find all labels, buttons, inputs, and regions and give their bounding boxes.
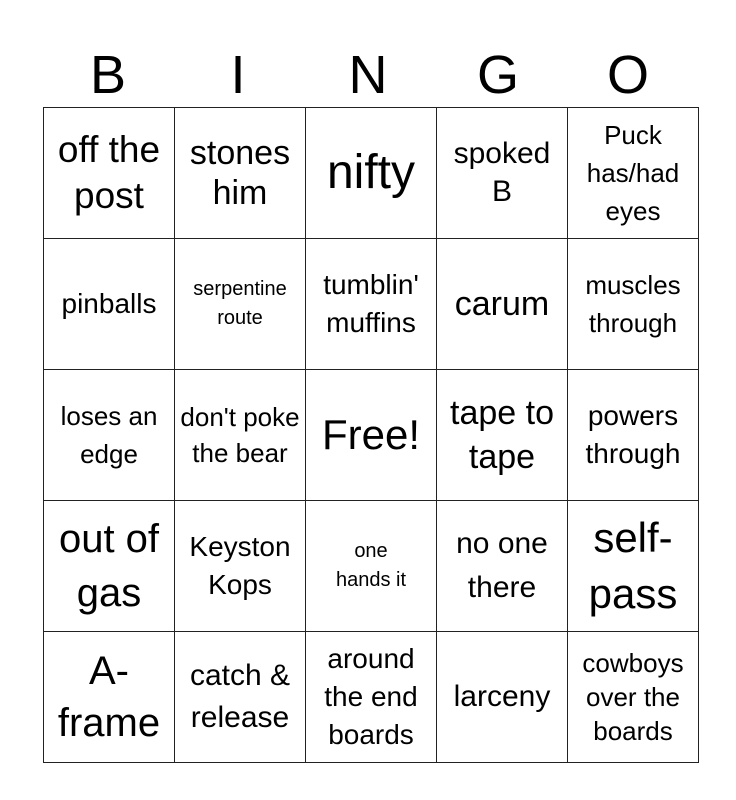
bingo-cell[interactable] [306,501,437,632]
board-row [44,108,699,239]
bingo-cell[interactable] [437,108,568,239]
bingo-cell[interactable] [44,239,175,370]
bingo-cell[interactable] [175,370,306,501]
bingo-cell[interactable] [44,632,175,763]
bingo-header [43,42,693,108]
bingo-cell[interactable] [175,108,306,239]
cell-label: pinballs [61,288,157,319]
cell-label: one hands it [335,540,407,591]
cell-label: muscles through [585,270,681,338]
cell-label: out of gas [58,517,160,615]
bingo-board [43,107,699,763]
cell-label: powers through [585,400,681,469]
cell-label: larceny [453,680,551,713]
bingo-cell[interactable] [306,632,437,763]
bingo-cell[interactable] [306,370,437,501]
cell-label: self-pass [588,514,678,617]
header-letter-o: O [606,45,649,105]
cell-label: no one there [456,527,548,604]
header-letter-g: G [476,45,519,105]
bingo-cell[interactable] [175,239,306,370]
bingo-cell[interactable] [437,239,568,370]
bingo-cell[interactable] [306,239,437,370]
cell-label: Free! [321,411,421,458]
bingo-cell[interactable] [568,239,699,370]
board-row [44,501,699,632]
bingo-cell[interactable] [437,632,568,763]
cell-label: around the end boards [324,643,418,750]
bingo-cell[interactable] [437,501,568,632]
cell-label: spoked B [453,137,551,208]
cell-label: tape to tape [450,394,554,476]
header-letter-b: B [89,45,127,105]
cell-label: don't poke the bear [180,402,300,468]
header-letter-n: N [348,45,388,105]
cell-label: off the post [57,129,161,216]
bingo-cell[interactable] [437,370,568,501]
bingo-cell[interactable] [44,501,175,632]
cell-label: Puck has/had eyes [586,120,680,226]
header-letter-i: I [230,45,246,105]
bingo-cell[interactable] [175,632,306,763]
bingo-cell[interactable] [306,108,437,239]
cell-label: A-frame [57,649,161,745]
cell-label: serpentine route [193,278,287,329]
bingo-cell[interactable] [568,501,699,632]
cell-label: catch & release [189,659,291,734]
bingo-cell[interactable] [175,501,306,632]
bingo-cell[interactable] [44,370,175,501]
cell-label: carum [454,285,550,323]
cell-label: cowboys over the boards [582,648,684,746]
board-row [44,370,699,501]
cell-label: tumblin' muffins [323,269,419,338]
cell-label: Keyston Kops [189,531,291,600]
board-row [44,632,699,763]
bingo-cell[interactable] [44,108,175,239]
bingo-cell[interactable] [568,632,699,763]
board-row [44,239,699,370]
cell-label: nifty [326,146,416,199]
bingo-cell[interactable] [568,370,699,501]
cell-label: loses an edge [60,401,158,469]
bingo-cell[interactable] [568,108,699,239]
cell-label: stones him [189,134,291,212]
